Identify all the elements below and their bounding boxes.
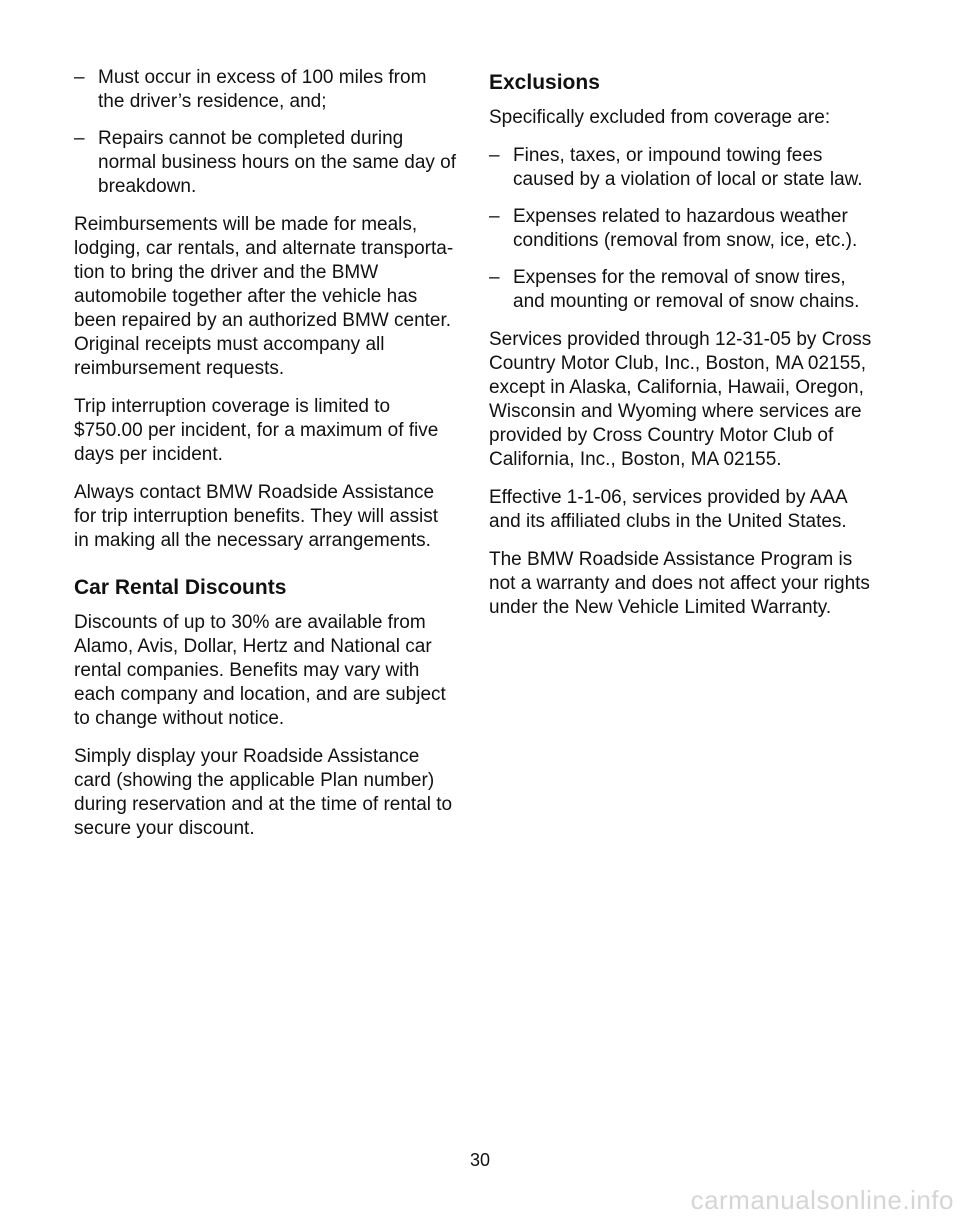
right-column (489, 66, 873, 634)
dash-bullet: – (489, 206, 500, 227)
dash-bullet: – (489, 267, 500, 288)
reimbursements-paragraph: Reimbursements will be made for meals, lodging, car rentals, and alternate transporta-tion to bring the driver and the BMW automobile together after the vehicle has been repaired by an authorized BMW center. Original receipts must accompany all reimbursement requests. (74, 214, 454, 379)
list-item-text: Repairs cannot be completed during normal business hours on the same day of breakdown. (98, 128, 457, 197)
list-item-text: Must occur in excess of 100 miles from the driver’s residence, and; (98, 67, 427, 112)
page-number: 30 (469, 1150, 491, 1170)
car-rental-heading: Car Rental Discounts (74, 576, 287, 599)
effective-paragraph: Effective 1-1-06, services provided by AAA and its affiliated clubs in the United States. (489, 487, 847, 532)
discounts-paragraph: Discounts of up to 30% are available from Alamo, Avis, Dollar, Hertz and National car rental companies. Benefits may vary with each company and location, and are subject to change without notice. (74, 612, 446, 729)
list-item-text: Expenses related to hazardous weather conditions (removal from snow, ice, etc.). (513, 206, 858, 251)
list-item-text: Fines, taxes, or impound towing fees caused by a violation of local or state law. (513, 145, 863, 190)
list-item (74, 127, 458, 199)
list-item (74, 66, 458, 114)
list-item (489, 266, 873, 314)
display-card-paragraph: Simply display your Roadside Assistance card (showing the applicable Plan number) during reservation and at the time of rental to secure your discount. (74, 746, 453, 839)
program-paragraph: The BMW Roadside Assistance Program is not a warranty and does not affect your rights under the New Vehicle Limited Warranty. (489, 549, 870, 618)
excluded-intro-paragraph: Specifically excluded from coverage are: (489, 107, 831, 128)
list-item (489, 205, 873, 253)
dash-bullet: – (74, 67, 85, 88)
dash-bullet: – (489, 145, 500, 166)
watermark-text: carmanualsonline.info (690, 1185, 954, 1215)
dash-bullet: – (74, 128, 85, 149)
list-item (489, 144, 873, 192)
trip-limit-paragraph: Trip interruption coverage is limited to $750.00 per incident, for a maximum of five days per incident. (74, 396, 439, 465)
contact-paragraph: Always contact BMW Roadside Assistance for trip interruption benefits. They will assist in making all the necessary arrangements. (74, 482, 438, 551)
exclusions-list (489, 144, 873, 314)
exclusions-heading: Exclusions (489, 71, 600, 94)
list-item-text: Expenses for the removal of snow tires, and mounting or removal of snow chains. (513, 267, 860, 312)
services-through-paragraph: Services provided through 12-31-05 by Cross Country Motor Club, Inc., Boston, MA 02155, except in Alaska, California, Hawaii, Oregon, Wisconsin and Wyoming where services are provided by Cross Country Motor Club of California, Inc., Boston, MA 02155. (489, 329, 872, 470)
left-column (74, 66, 458, 855)
conditions-list (74, 66, 458, 199)
